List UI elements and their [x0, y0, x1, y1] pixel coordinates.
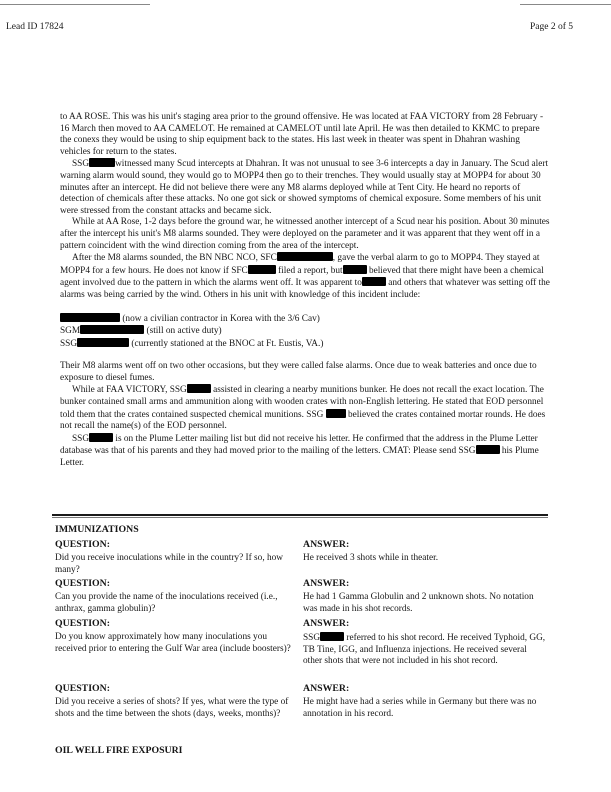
question-label: QUESTION: — [55, 539, 110, 550]
redaction-bar — [277, 252, 333, 261]
paragraph-munitions-bunker: While at FAA VICTORY, SSG assisted in clearing a nearby munitions bunker. He does not recall the exact location. The bunker contained small arms and ammunition along with wooden crates with non-English lettering. He stated that EOD personnel told them that the crates contained suspected chemical munitions. SSG believed the crates contained mortar rounds. He does not recall the name(s) of the EOD personnel. — [60, 385, 546, 432]
section-title-oil-well-fire: OIL WELL FIRE EXPOSURI — [55, 745, 183, 756]
answer-text: He had 1 Gamma Globulin and 2 unknown shots. No notation was made in his shot records. — [303, 592, 534, 614]
page-number: Page 2 of 5 — [529, 22, 573, 32]
question-label: QUESTION: — [55, 618, 110, 629]
question-text: Do you know approximately how many inoculations you received prior to entering the Gulf War area (include boosters)? — [55, 632, 291, 654]
question-block — [55, 539, 300, 576]
answer-label: ANSWER: — [303, 578, 350, 589]
question-block — [55, 618, 300, 655]
question-text: Can you provide the name of the inoculations received (i.e., anthrax, gamma globulin)? — [55, 592, 278, 614]
scan-edge-line — [0, 4, 150, 5]
answer-block — [303, 618, 548, 668]
scan-edge-line-right — [520, 4, 611, 5]
question-block — [55, 683, 300, 720]
answer-text: SSG referred to his shot record. He received Typhoid, GG, TB Tine, IGG, and Influenza injections. He received several other shots that were not included in his shot record. — [303, 633, 546, 667]
lead-id: Lead ID 17824 — [6, 22, 64, 32]
redaction-bar — [476, 445, 500, 454]
redaction-bar — [77, 338, 129, 347]
answer-block — [303, 539, 548, 565]
redaction-bar — [80, 325, 144, 334]
redaction-bar — [89, 433, 113, 442]
section-divider — [52, 514, 548, 516]
question-block — [55, 578, 300, 615]
paragraph-m8-alarms: After the M8 alarms sounded, the BN NBC NCO, SFC , gave the verbal alarm to go to MOPP4. They stayed at MOPP4 for a few hours. He does not know if SFC filed a report, but believed that there might have been a chemical agent involved due to the pattern in which the alarms went off. It was apparent to and others that whatever was setting off the alarms was being carried by the wind. Others in his unit with knowledge of this incident include: — [60, 253, 550, 300]
question-text: Did you receive a series of shots? If yes, what were the type of shots and the time between the shots (days, weeks, months)? — [55, 697, 289, 719]
redaction-bar — [89, 158, 115, 167]
answer-text: He might have had a series while in Germany but there was no annotation in his record. — [303, 697, 537, 719]
answer-label: ANSWER: — [303, 539, 350, 550]
witness-list-item: (now a civilian contractor in Korea with the 3/6 Cav) — [60, 313, 550, 326]
narrative-body — [60, 112, 550, 470]
redaction-bar — [343, 265, 367, 274]
redaction-bar — [187, 384, 211, 393]
section-title-immunizations: IMMUNIZATIONS — [55, 524, 139, 535]
paragraph-aa-rose: While at AA Rose, 1-2 days before the ground war, he witnessed another intercept of a Scud near his position. About 30 minutes after the intercept his unit's M8 alarms sounded. They were deployed on the parameter and it was apparent that they went off in a pattern coincident with the wind direction coming from the area of the intercept. — [60, 217, 550, 251]
paragraph-false-alarms: Their M8 alarms went off on two other occasions, but they were called false alarms. Once due to weak batteries and once due to exposure to diesel fumes. — [60, 361, 537, 383]
redaction-bar — [326, 409, 346, 418]
witness-list-item: SGM (still on active duty) — [60, 326, 222, 337]
answer-block — [303, 578, 548, 615]
paragraph-staging: to AA ROSE. This was his unit's staging area prior to the ground offensive. He was located at FAA VICTORY from 28 February - 16 March then moved to AA CAMELOT. He remained at CAMELOT until late April. He was then detailed to KKMC to prepare the conexs they would be using to ship equipment back to the states. His last week in theater was spent in Dhahran washing vehicles for return to the states. — [60, 112, 544, 157]
redaction-bar — [362, 277, 386, 286]
redaction-bar — [60, 313, 120, 322]
paragraph-plume-letter: SSG is on the Plume Letter mailing list but did not receive his letter. He confirmed that the address in the Plume Letter database was that of his parents and they had moved prior to the mailing of the letters. CMAT: Please send SSG his Plume Letter. — [60, 433, 539, 469]
question-label: QUESTION: — [55, 578, 110, 589]
answer-text: He received 3 shots while in theater. — [303, 553, 439, 563]
answer-label: ANSWER: — [303, 683, 350, 694]
witness-list-item: SSG (currently stationed at the BNOC at Ft. Eustis, VA.) — [60, 338, 324, 349]
redaction-bar — [320, 632, 344, 641]
answer-block — [303, 683, 548, 720]
answer-label: ANSWER: — [303, 618, 350, 629]
question-text: Did you receive inoculations while in the country? If so, how many? — [55, 553, 283, 575]
paragraph-scud-intercepts: SSG witnessed many Scud intercepts at Dhahran. It was not unusual to see 3-6 intercepts a day in January. The Scud alert warning alarm would sound, they would go to MOPP4 then go to their trenches. They would usually stay at MOPP4 for about 30 minutes after an intercept. He did not believe there were any M8 alarms deployed while at Tent City. He heard no reports of detection of chemicals after these attacks. No one got sick or showed symptoms of chemical exposure. Some members of his unit were stressed from the constant attacks and became sick. — [60, 159, 549, 216]
redaction-bar — [248, 265, 276, 274]
section-divider-thin — [52, 517, 548, 518]
question-label: QUESTION: — [55, 683, 110, 694]
